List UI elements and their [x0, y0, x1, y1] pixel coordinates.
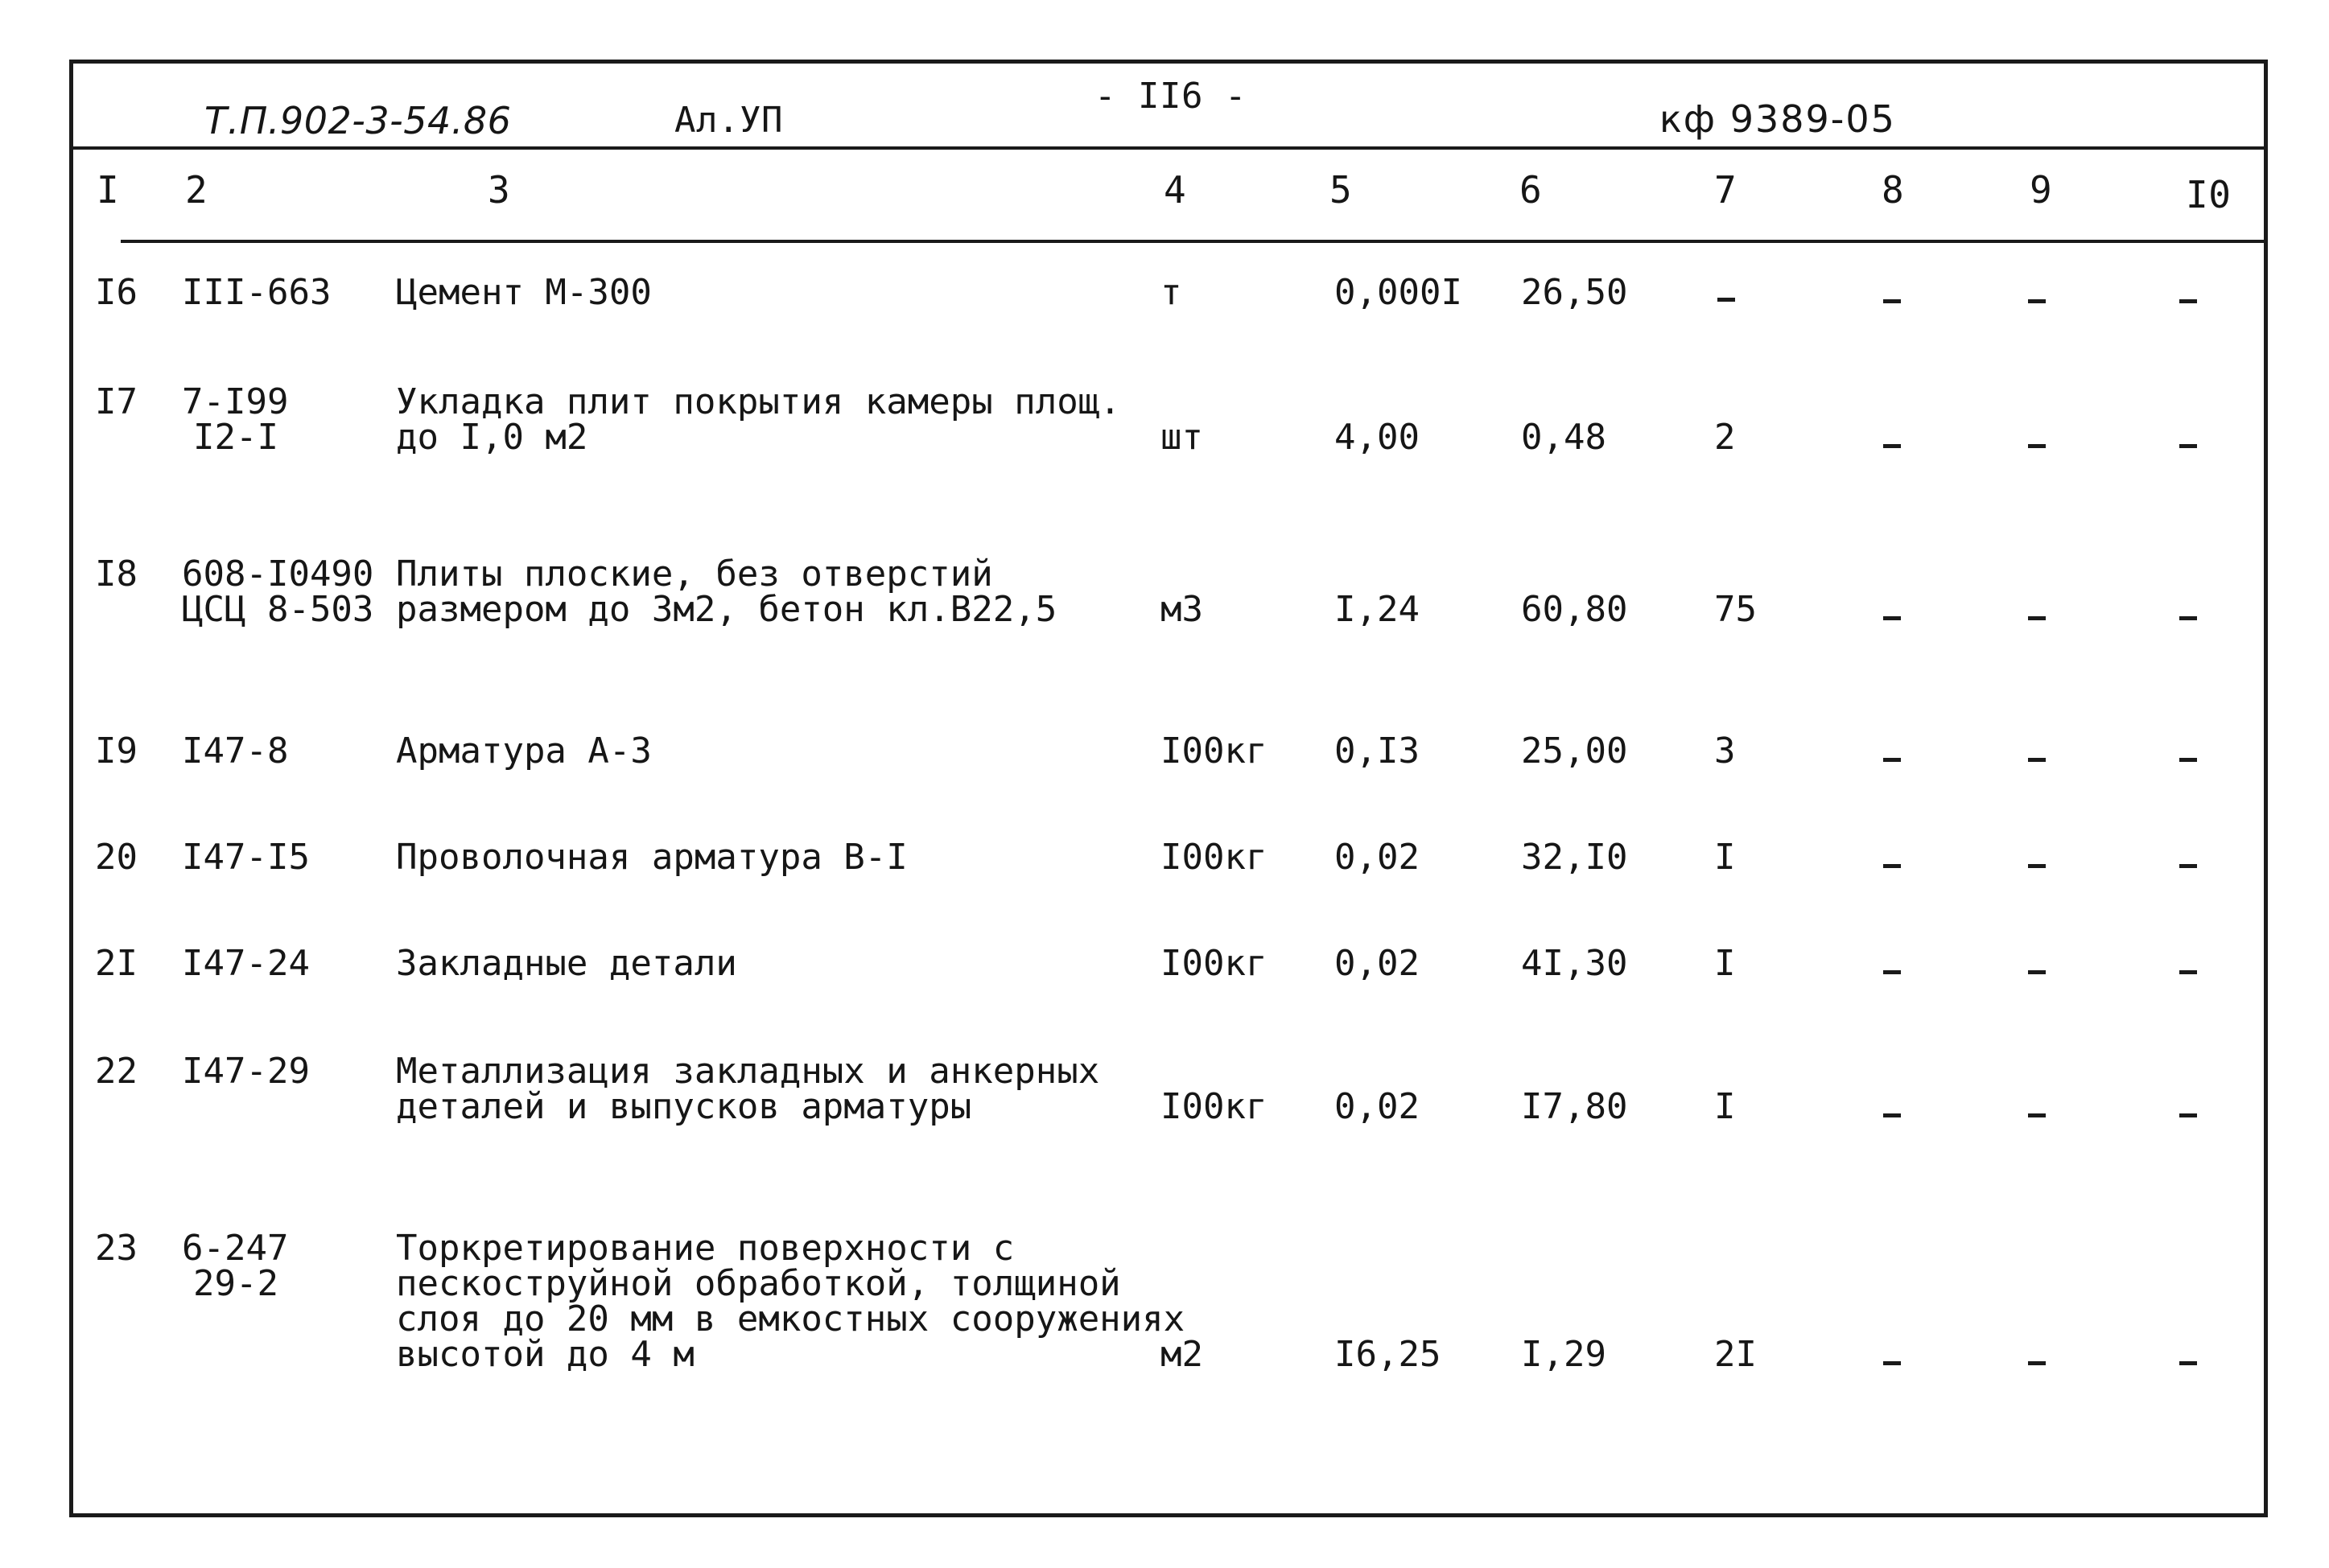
col-header-4: 4	[1164, 168, 1187, 212]
column-header-divider	[121, 240, 2268, 243]
row-col7: I	[1714, 943, 1736, 984]
row-description: высотой до 4 м	[396, 1334, 695, 1375]
row-col9-dash	[2028, 864, 2046, 868]
row-price: 0,48	[1521, 417, 1606, 458]
row-col10-dash	[2179, 299, 2197, 303]
row-code: I47-24	[182, 943, 310, 984]
row-unit: шт	[1160, 417, 1203, 458]
stamp-code: кф 9389-05	[1659, 97, 1896, 141]
row-description: Проволочная арматура В-I	[396, 837, 908, 878]
row-col9-dash	[2028, 1113, 2046, 1117]
row-col9-dash	[2028, 444, 2046, 448]
row-code: 6-247	[182, 1228, 289, 1269]
row-quantity: I6,25	[1334, 1334, 1441, 1375]
row-col8-dash	[1883, 864, 1901, 868]
row-col7: 3	[1714, 730, 1736, 772]
row-price: 26,50	[1521, 272, 1628, 313]
row-col7: I	[1714, 837, 1736, 878]
row-col9-dash	[2028, 1361, 2046, 1365]
row-number: 23	[95, 1228, 138, 1269]
row-code: 29-2	[193, 1263, 278, 1304]
row-code: 608-I0490	[182, 554, 374, 595]
col-header-9: 9	[2030, 168, 2053, 212]
row-number: 20	[95, 837, 138, 878]
row-number: 22	[95, 1051, 138, 1092]
row-number: 2I	[95, 943, 138, 984]
row-col7: 2	[1714, 417, 1736, 458]
row-quantity: 4,00	[1334, 417, 1420, 458]
row-price: I,29	[1521, 1334, 1606, 1375]
row-col8-dash	[1883, 758, 1901, 762]
row-col9-dash	[2028, 616, 2046, 620]
row-description: Плиты плоские, без отверстий	[396, 554, 993, 595]
row-quantity: 0,I3	[1334, 730, 1420, 772]
row-description: пескоструйной обработкой, толщиной	[396, 1263, 1121, 1304]
row-price: 32,I0	[1521, 837, 1628, 878]
row-quantity: 0,02	[1334, 1086, 1420, 1127]
row-number: I9	[95, 730, 138, 772]
row-quantity: I,24	[1334, 589, 1420, 630]
row-unit: I00кг	[1160, 837, 1268, 878]
row-col8-dash	[1883, 1113, 1901, 1117]
row-description: деталей и выпусков арматуры	[396, 1086, 972, 1127]
row-quantity: 0,02	[1334, 943, 1420, 984]
row-price: I7,80	[1521, 1086, 1628, 1127]
row-col9-dash	[2028, 970, 2046, 974]
row-quantity: 0,02	[1334, 837, 1420, 878]
row-quantity: 0,000I	[1334, 272, 1462, 313]
row-description: размером до 3м2, бетон кл.В22,5	[396, 589, 1057, 630]
col-header-8: 8	[1882, 168, 1905, 212]
row-code: III-663	[182, 272, 332, 313]
row-col8-dash	[1883, 616, 1901, 620]
header-divider	[69, 146, 2268, 150]
row-price: 4I,30	[1521, 943, 1628, 984]
album-label: Ал.УП	[674, 100, 783, 141]
row-col10-dash	[2179, 1361, 2197, 1365]
row-col10-dash	[2179, 1113, 2197, 1117]
row-col7: 2I	[1714, 1334, 1757, 1375]
row-number: I8	[95, 554, 138, 595]
row-unit: м3	[1160, 589, 1203, 630]
row-number: I7	[95, 381, 138, 422]
col-header-5: 5	[1329, 168, 1353, 212]
row-code: I2-I	[193, 417, 278, 458]
row-description: до I,0 м2	[396, 417, 588, 458]
row-col10-dash	[2179, 864, 2197, 868]
row-unit: м2	[1160, 1334, 1203, 1375]
row-code: ЦСЦ 8-503	[182, 589, 374, 630]
row-code: I47-29	[182, 1051, 310, 1092]
col-header-7: 7	[1714, 168, 1737, 212]
row-code: I47-8	[182, 730, 289, 772]
row-code: 7-I99	[182, 381, 289, 422]
row-col7	[1717, 298, 1735, 302]
row-code: I47-I5	[182, 837, 310, 878]
page-number: - II6 -	[1094, 76, 1247, 117]
row-col10-dash	[2179, 970, 2197, 974]
row-col7: I	[1714, 1086, 1736, 1127]
row-col8-dash	[1883, 970, 1901, 974]
row-description: Торкретирование поверхности с	[396, 1228, 1015, 1269]
row-unit: I00кг	[1160, 730, 1268, 772]
row-description: слоя до 20 мм в емкостных сооружениях	[396, 1298, 1185, 1340]
row-unit: т	[1160, 272, 1182, 313]
row-col7: 75	[1714, 589, 1757, 630]
row-col9-dash	[2028, 758, 2046, 762]
col-header-6: 6	[1519, 168, 1543, 212]
row-col10-dash	[2179, 758, 2197, 762]
row-description: Арматура А-3	[396, 730, 652, 772]
row-description: Металлизация закладных и анкерных	[396, 1051, 1100, 1092]
row-description: Цемент М-300	[396, 272, 652, 313]
col-header-3: 3	[488, 168, 511, 212]
row-unit: I00кг	[1160, 1086, 1268, 1127]
row-col8-dash	[1883, 1361, 1901, 1365]
row-col10-dash	[2179, 444, 2197, 448]
doc-code: Т.П.902-3-54.86	[204, 99, 512, 142]
row-col10-dash	[2179, 616, 2197, 620]
row-price: 60,80	[1521, 589, 1628, 630]
row-col8-dash	[1883, 299, 1901, 303]
col-header-10: I0	[2186, 173, 2232, 216]
col-header-2: 2	[185, 168, 208, 212]
row-description: Укладка плит покрытия камеры площ.	[396, 381, 1121, 422]
col-header-1: I	[97, 168, 120, 212]
row-col8-dash	[1883, 444, 1901, 448]
row-price: 25,00	[1521, 730, 1628, 772]
row-col9-dash	[2028, 299, 2046, 303]
row-description: Закладные детали	[396, 943, 737, 984]
row-number: I6	[95, 272, 138, 313]
row-unit: I00кг	[1160, 943, 1268, 984]
